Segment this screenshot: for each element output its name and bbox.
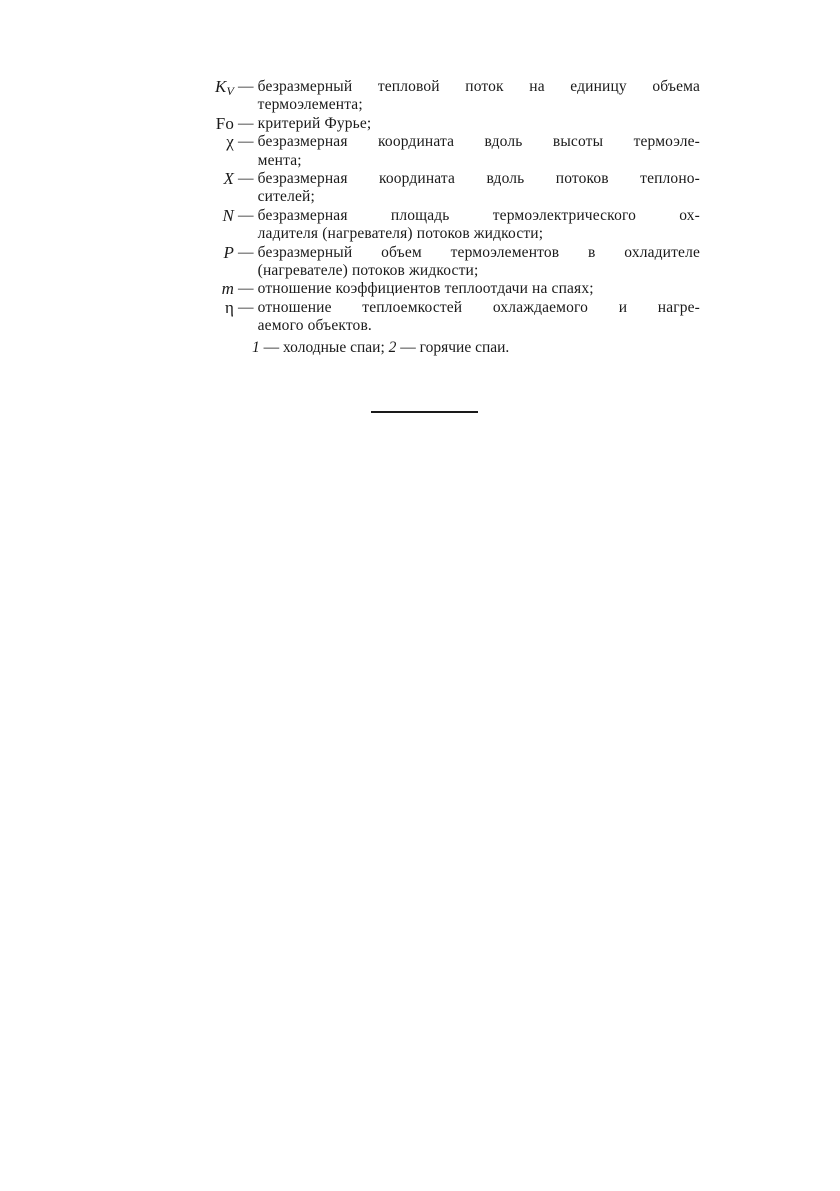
- notation-description: [258, 78, 700, 115]
- notation-entry: [170, 207, 700, 244]
- notation-description: [258, 299, 700, 336]
- notation-list: [170, 78, 700, 358]
- description-line: критерий Фурье;: [257, 114, 372, 132]
- symbol-text: χ: [226, 132, 234, 152]
- notation-symbol: [170, 280, 234, 298]
- description-line: мента;: [257, 151, 302, 169]
- em-dash: —: [238, 206, 254, 224]
- subscript-indices-note: [170, 338, 700, 358]
- notation-entry: [170, 78, 700, 115]
- description-line: отношение коэффициентов теплоотдачи на спаях;: [257, 280, 594, 298]
- index-number: 2: [388, 338, 397, 356]
- notation-symbol: [170, 244, 234, 262]
- notation-entry: [170, 115, 700, 133]
- description-line: безразмерная координата вдоль потоков теплоно-: [257, 170, 700, 188]
- description-line: аемого объектов.: [257, 317, 372, 335]
- em-dash: —: [238, 280, 254, 298]
- description-line: сителей;: [257, 188, 315, 206]
- description-line: безразмерный тепловой поток на единицу объема: [257, 78, 700, 95]
- description-line: отношение теплоемкостей охлаждаемого и нагре-: [257, 298, 700, 316]
- notation-description: [258, 133, 700, 170]
- description-line: (нагревателе) потоков жидкости;: [257, 262, 479, 280]
- notation-entry: [170, 244, 700, 281]
- notation-entry: [170, 280, 700, 298]
- notation-entry: [170, 170, 700, 207]
- em-dash: —: [238, 114, 254, 132]
- em-dash: —: [238, 298, 254, 316]
- symbol-text: P: [223, 242, 234, 262]
- symbol-subscript: V: [226, 84, 234, 98]
- notation-symbol: [170, 115, 234, 133]
- index-number: 1: [252, 338, 260, 356]
- section-end-rule: [371, 411, 478, 413]
- description-line: безразмерная площадь термоэлектрического ох-: [257, 206, 700, 224]
- symbol-text: Fo: [215, 113, 234, 133]
- notation-description: [258, 207, 700, 244]
- em-dash: —: [238, 243, 254, 261]
- symbol-text: N: [222, 205, 234, 225]
- em-dash: —: [238, 133, 254, 151]
- notation-symbol: [170, 207, 234, 225]
- symbol-text: m: [221, 279, 234, 299]
- notation-symbol: [170, 299, 234, 317]
- description-line: ладителя (нагревателя) потоков жидкости;: [257, 225, 544, 243]
- notation-description: [258, 244, 700, 281]
- description-line: безразмерная координата вдоль высоты термоэле-: [257, 133, 700, 151]
- symbol-text: K: [215, 77, 227, 96]
- em-dash: —: [238, 170, 254, 188]
- notation-symbol: [170, 170, 234, 188]
- notation-description: [258, 280, 700, 298]
- description-line: термоэлемента;: [257, 96, 363, 114]
- description-line: безразмерный объем термоэлементов в охладителе: [257, 243, 700, 261]
- notation-description: [258, 115, 700, 133]
- em-dash: —: [238, 78, 254, 95]
- notation-description: [258, 170, 700, 207]
- index-description: — горячие спаи.: [396, 338, 510, 356]
- index-description: — холодные спаи;: [259, 338, 389, 356]
- notation-symbol: [170, 78, 234, 100]
- notation-entry: [170, 299, 700, 336]
- symbol-text: η: [224, 297, 234, 317]
- notation-entry: [170, 133, 700, 170]
- notation-symbol: [170, 133, 234, 151]
- symbol-text: X: [223, 169, 234, 189]
